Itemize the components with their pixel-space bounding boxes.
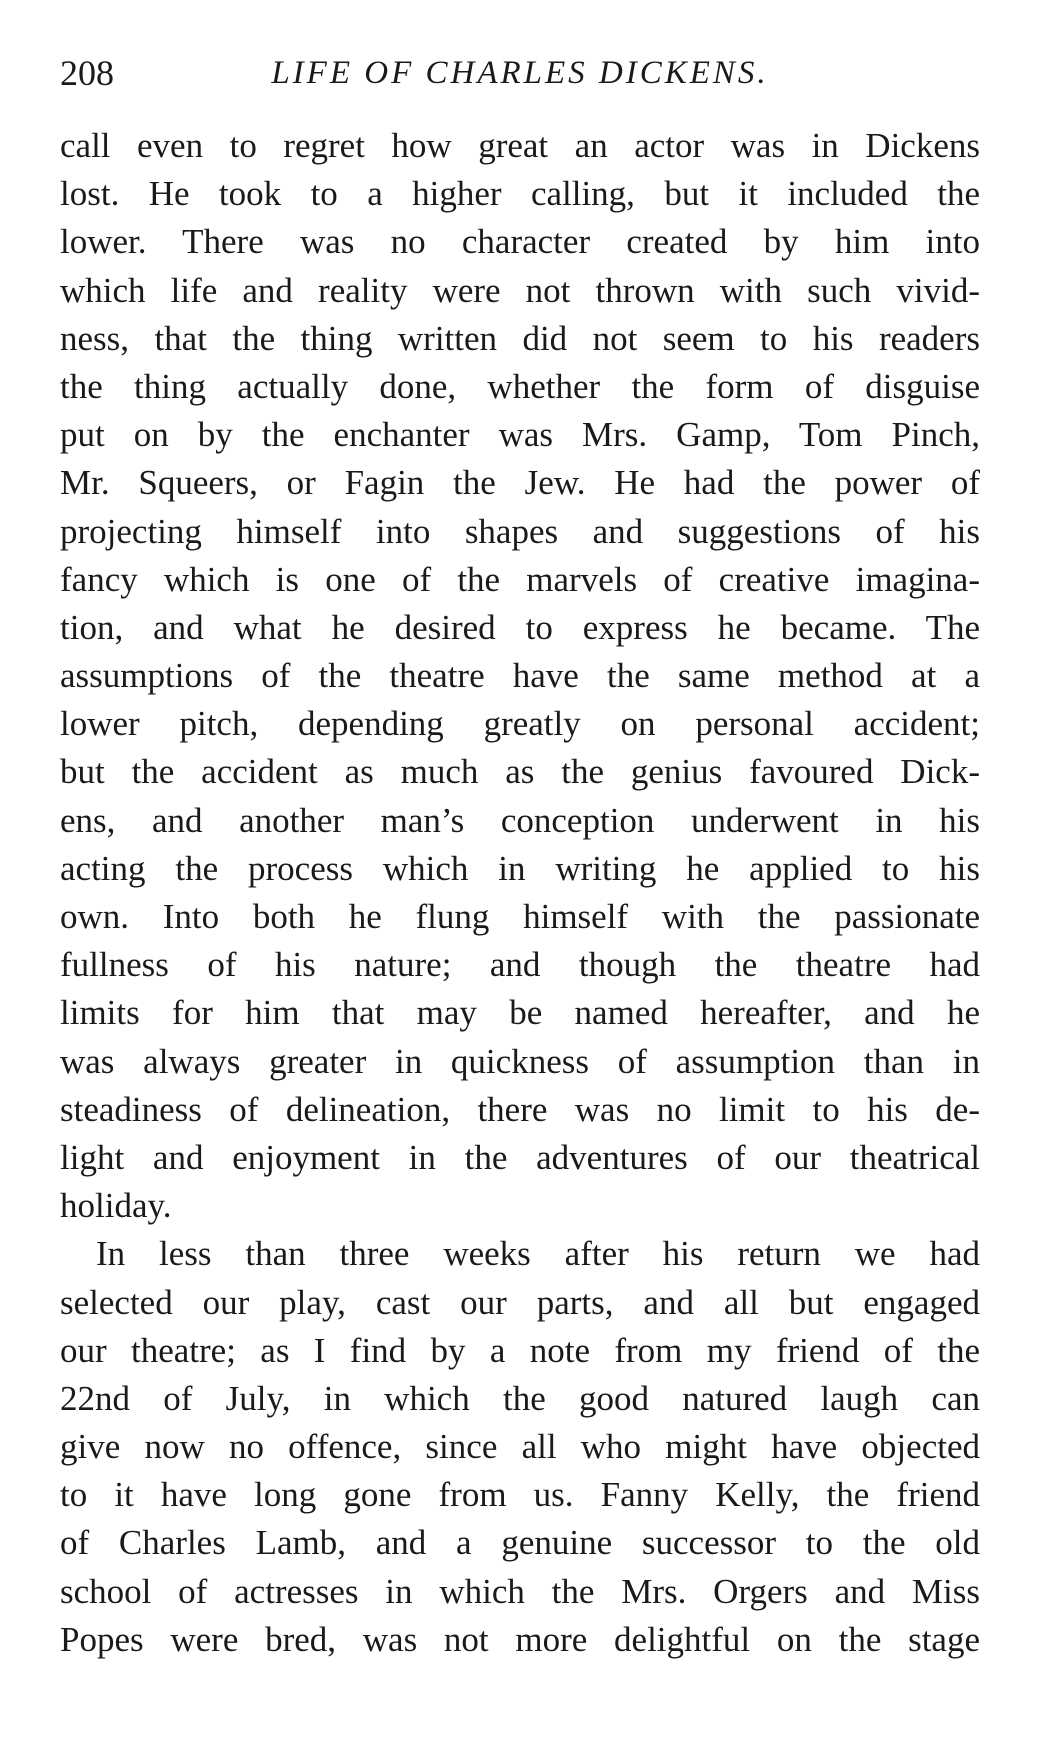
text-line: assumptions of the theatre have the same method at a — [60, 656, 980, 696]
text-line: ness, that the thing written did not seem to his readers — [60, 318, 980, 358]
text-line: fullness of his nature; and though the theatre had — [60, 945, 980, 985]
text-line: tion, and what he desired to express he became. The — [60, 607, 980, 647]
text-line: projecting himself into shapes and suggestions of his — [60, 511, 980, 551]
text-line: limits for him that may be named hereafter, and he — [60, 993, 980, 1033]
running-head — [60, 48, 980, 98]
text-line: acting the process which in writing he applied to his — [60, 848, 980, 888]
text-line: own. Into both he flung himself with the passionate — [60, 897, 980, 936]
text-line: steadiness of delineation, there was no limit to his de- — [60, 1089, 980, 1129]
text-line: Popes were bred, was not more delightful on the stage — [60, 1619, 980, 1659]
body-text — [60, 122, 980, 1664]
text-line: Mr. Squeers, or Fagin the Jew. He had the power of — [60, 463, 980, 503]
text-line: put on by the enchanter was Mrs. Gamp, Tom Pinch, — [60, 415, 980, 455]
text-line: call even to regret how great an actor was in Dickens — [60, 126, 980, 165]
text-line: of Charles Lamb, and a genuine successor to the old — [60, 1523, 980, 1563]
text-line: 22nd of July, in which the good natured laugh can — [60, 1378, 980, 1418]
text-line: our theatre; as I find by a note from my friend of the — [60, 1330, 980, 1370]
text-line: lower pitch, depending greatly on personal accident; — [60, 704, 980, 744]
text-line: give now no offence, since all who might have objected — [60, 1427, 980, 1467]
text-line: the thing actually done, whether the form of disguise — [60, 366, 980, 406]
page-number: 208 — [60, 53, 114, 93]
text-line: which life and reality were not thrown with such vivid- — [60, 270, 980, 310]
text-line: ens, and another man’s conception underwent in his — [60, 800, 980, 840]
text-line: selected our play, cast our parts, and all but engaged — [60, 1282, 980, 1322]
text-line: but the accident as much as the genius favoured Dick- — [60, 752, 980, 792]
text-line: fancy which is one of the marvels of creative imagina- — [60, 559, 980, 599]
text-line: school of actresses in which the Mrs. Orgers and Miss — [60, 1571, 980, 1611]
text-line: was always greater in quickness of assumption than in — [60, 1041, 980, 1081]
running-title: LIFE OF CHARLES DICKENS. — [271, 55, 769, 91]
text-line: lost. He took to a higher calling, but it included the — [60, 174, 980, 214]
paragraph-end-line: holiday. — [60, 1186, 172, 1226]
text-line: light and enjoyment in the adventures of our theatrical — [60, 1137, 980, 1177]
text-line: to it have long gone from us. Fanny Kelly, the friend — [60, 1475, 980, 1515]
paragraph-start-line: In less than three weeks after his return we had — [96, 1234, 980, 1274]
text-line: lower. There was no character created by him into — [60, 222, 980, 262]
